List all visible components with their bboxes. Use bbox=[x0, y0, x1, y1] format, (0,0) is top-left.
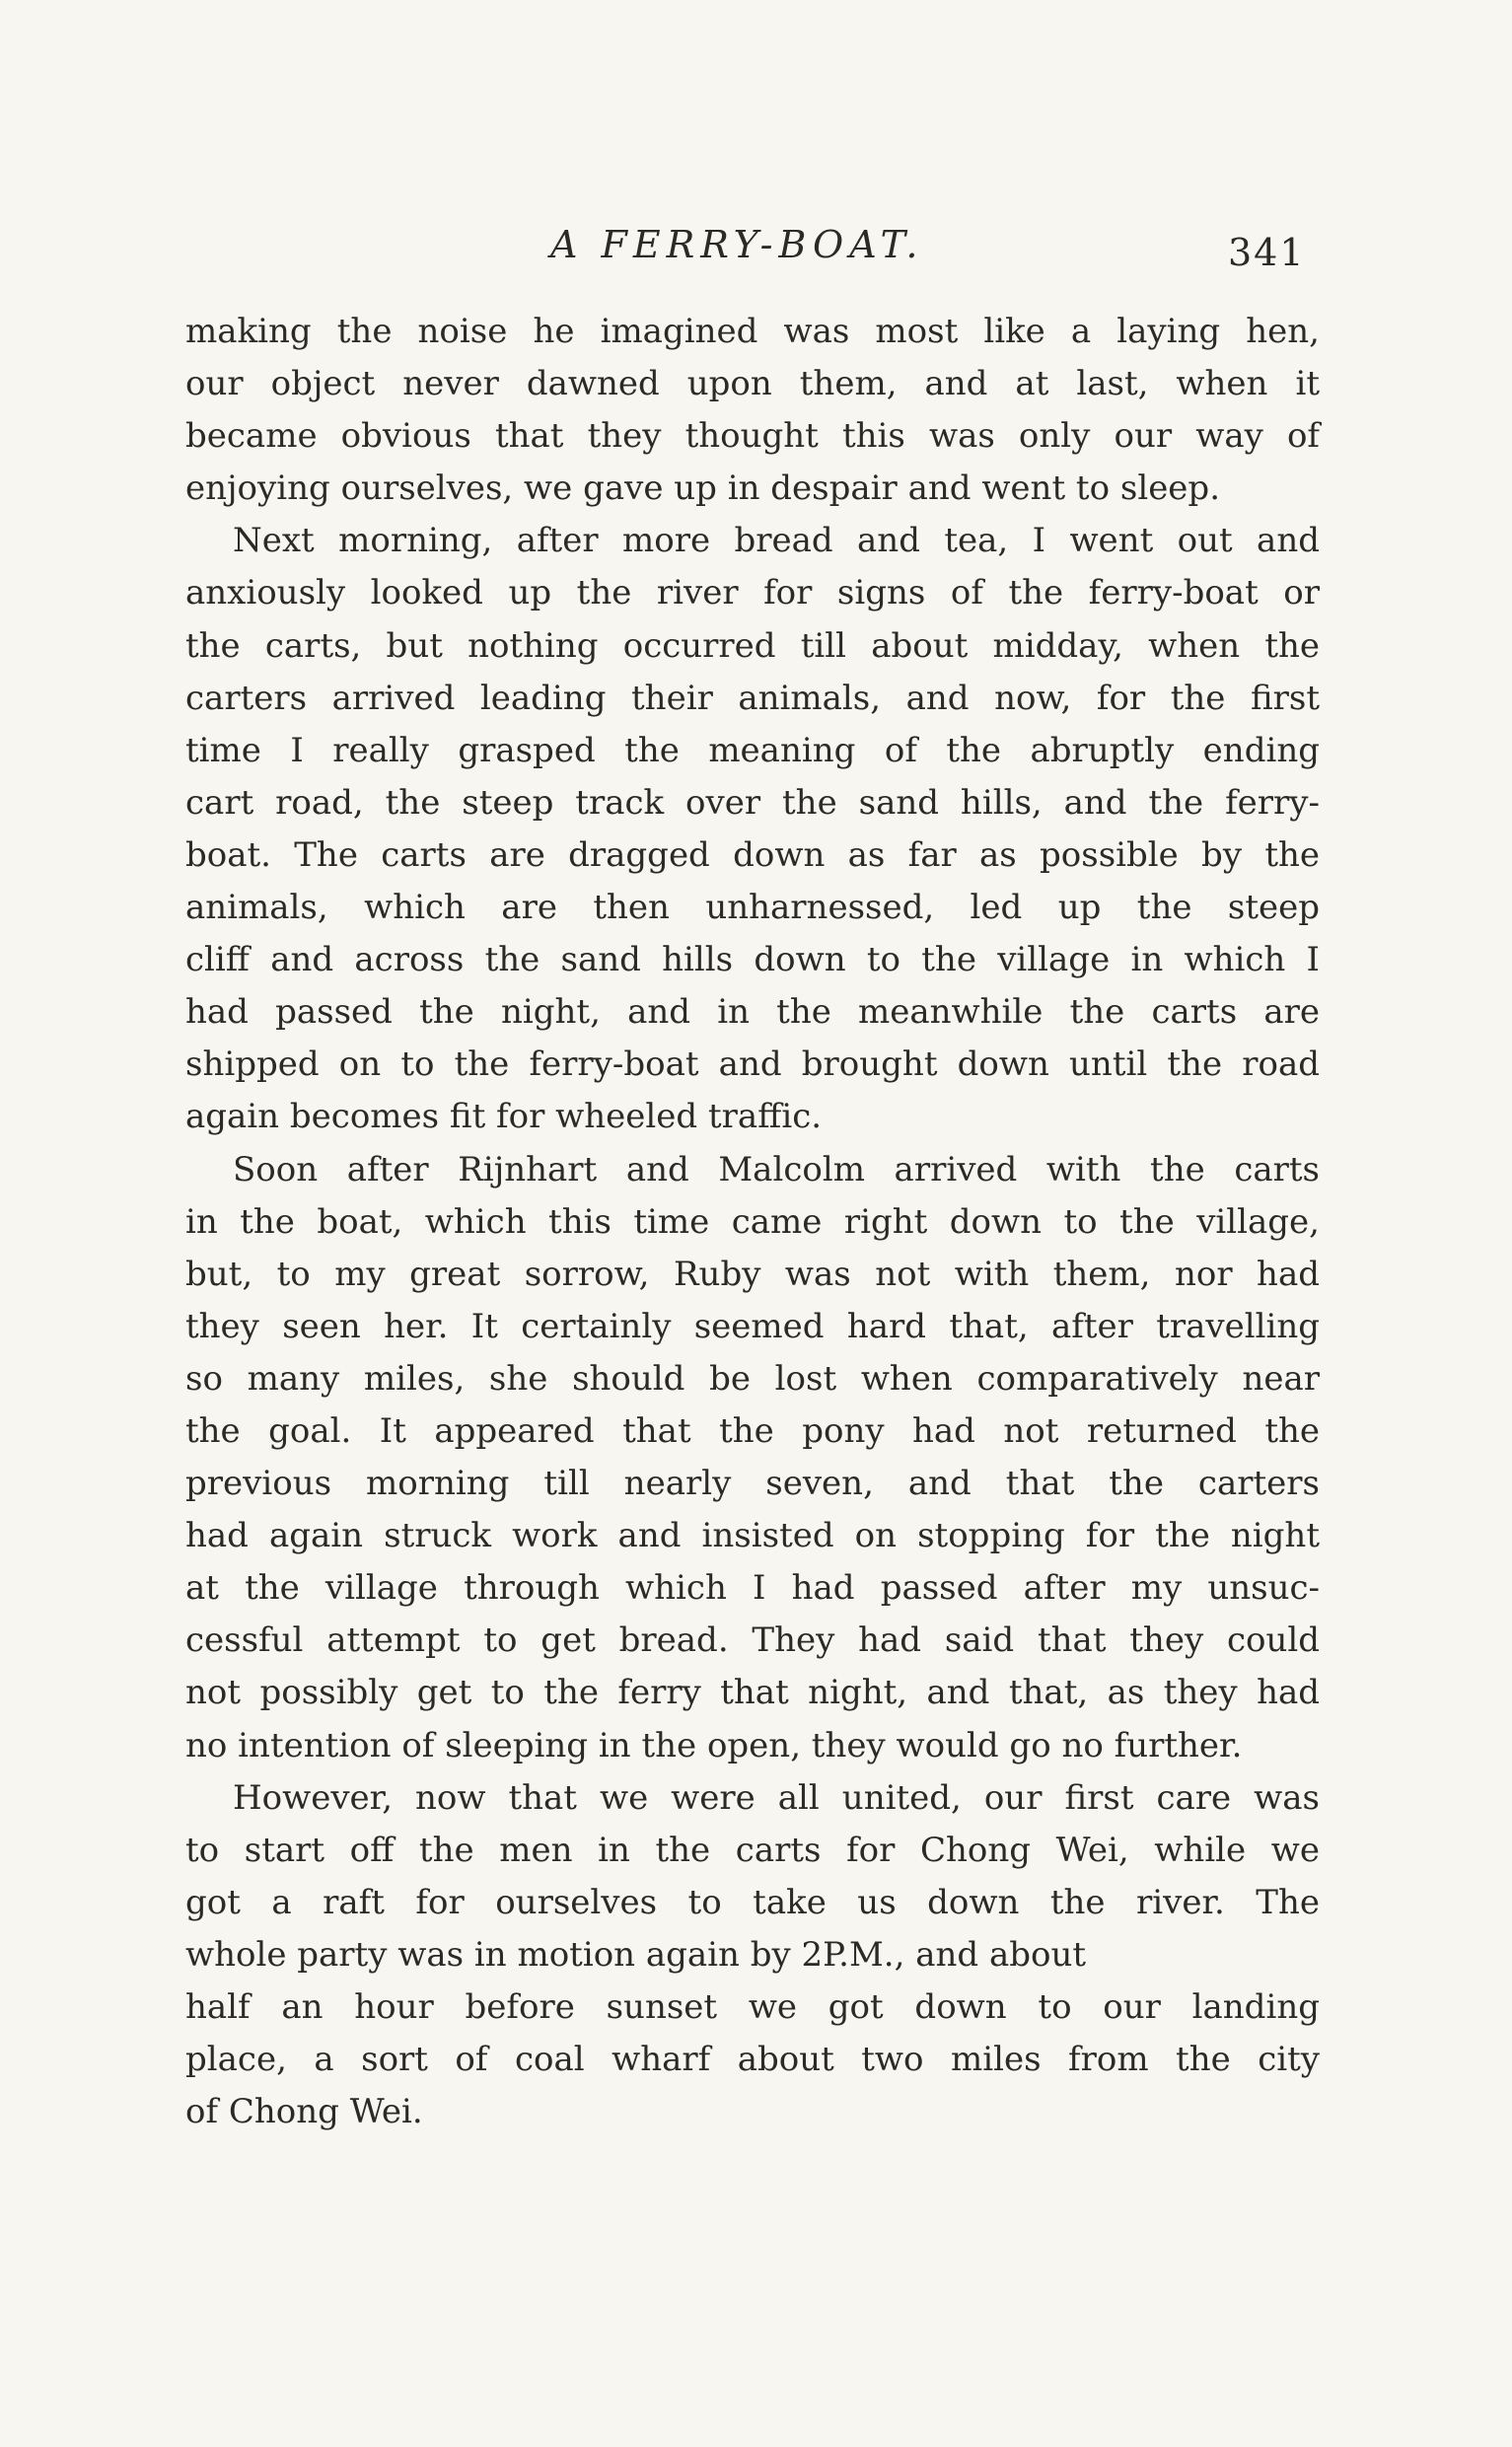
text-line: the goal. It appeared that the pony had not returned the bbox=[185, 1410, 1320, 1451]
text-line: again becomes fit for wheeled traffic. bbox=[185, 1097, 823, 1137]
text-line: to start off the men in the carts for Chong Wei, while we bbox=[185, 1830, 1320, 1870]
text-line: half an hour before sunset we got down to our landing bbox=[185, 1987, 1320, 2027]
text-line: previous morning till nearly seven, and that the carters bbox=[185, 1464, 1320, 1504]
text-line: anxiously looked up the river for signs of the ferry-boat or bbox=[185, 573, 1320, 613]
text-line: carters arrived leading their animals, and now, for the first bbox=[185, 678, 1320, 718]
text-line: cessful attempt to get bread. They had said that they could bbox=[185, 1620, 1320, 1661]
text-line: cart road, the steep track over the sand hills, and the ferry- bbox=[185, 782, 1320, 823]
text-line: had passed the night, and in the meanwhile the carts are bbox=[185, 992, 1320, 1033]
running-title: A FERRY-BOAT. bbox=[550, 223, 924, 266]
text-line: got a raft for ourselves to take us down the river. The bbox=[185, 1882, 1320, 1922]
text-line: had again struck work and insisted on stopping for the night bbox=[185, 1516, 1320, 1556]
running-head bbox=[0, 215, 1512, 274]
text-line: boat. The carts are dragged down as far as possible by the bbox=[185, 834, 1320, 875]
text-line: of Chong Wei. bbox=[185, 2092, 423, 2132]
text-line: making the noise he imagined was most like a laying hen, bbox=[185, 312, 1320, 351]
text-line: shipped on to the ferry-boat and brought down until the road bbox=[185, 1044, 1320, 1085]
body-text bbox=[185, 306, 1320, 2138]
text-line: they seen her. It certainly seemed hard that, after travelling bbox=[185, 1306, 1320, 1346]
text-fragment: , and about bbox=[894, 1934, 1087, 1975]
text-line: no intention of sleeping in the open, they would go no further. bbox=[185, 1725, 1243, 1765]
text-line: Soon after Rijnhart and Malcolm arrived with the carts bbox=[233, 1149, 1320, 1189]
text-line: cliff and across the sand hills down to the village in which I bbox=[185, 940, 1320, 980]
text-line: However, now that we were all united, our first care was bbox=[233, 1777, 1320, 1818]
text-line: the carts, but nothing occurred till about midday, when the bbox=[185, 625, 1320, 666]
text-line: animals, which are then unharnessed, led up the steep bbox=[185, 888, 1320, 928]
text-line: in the boat, which this time came right down to the village, bbox=[185, 1201, 1320, 1242]
text-line: became obvious that they thought this was only our way of bbox=[185, 416, 1320, 457]
text-line: our object never dawned upon them, and at last, when it bbox=[185, 364, 1320, 404]
page-number: 341 bbox=[1228, 231, 1306, 274]
text-line: so many miles, she should be lost when comparatively near bbox=[185, 1358, 1320, 1399]
text-fragment: whole party was in motion again by 2 bbox=[185, 1934, 824, 1975]
text-line: but, to my great sorrow, Ruby was not with them, nor had bbox=[185, 1254, 1320, 1294]
text-line: time I really grasped the meaning of the abruptly ending bbox=[185, 730, 1320, 770]
text-line bbox=[185, 1929, 1320, 1981]
text-line: enjoying ourselves, we gave up in despair and went to sleep. bbox=[185, 468, 1221, 509]
text-line: place, a sort of coal wharf about two miles from the city bbox=[185, 2040, 1320, 2080]
text-line: Next morning, after more bread and tea, I went out and bbox=[233, 521, 1320, 561]
text-line: at the village through which I had passed after my unsuc- bbox=[185, 1568, 1320, 1609]
text-line: not possibly get to the ferry that night, and that, as they had bbox=[185, 1673, 1320, 1713]
time-abbreviation: P.M. bbox=[823, 1934, 895, 1975]
